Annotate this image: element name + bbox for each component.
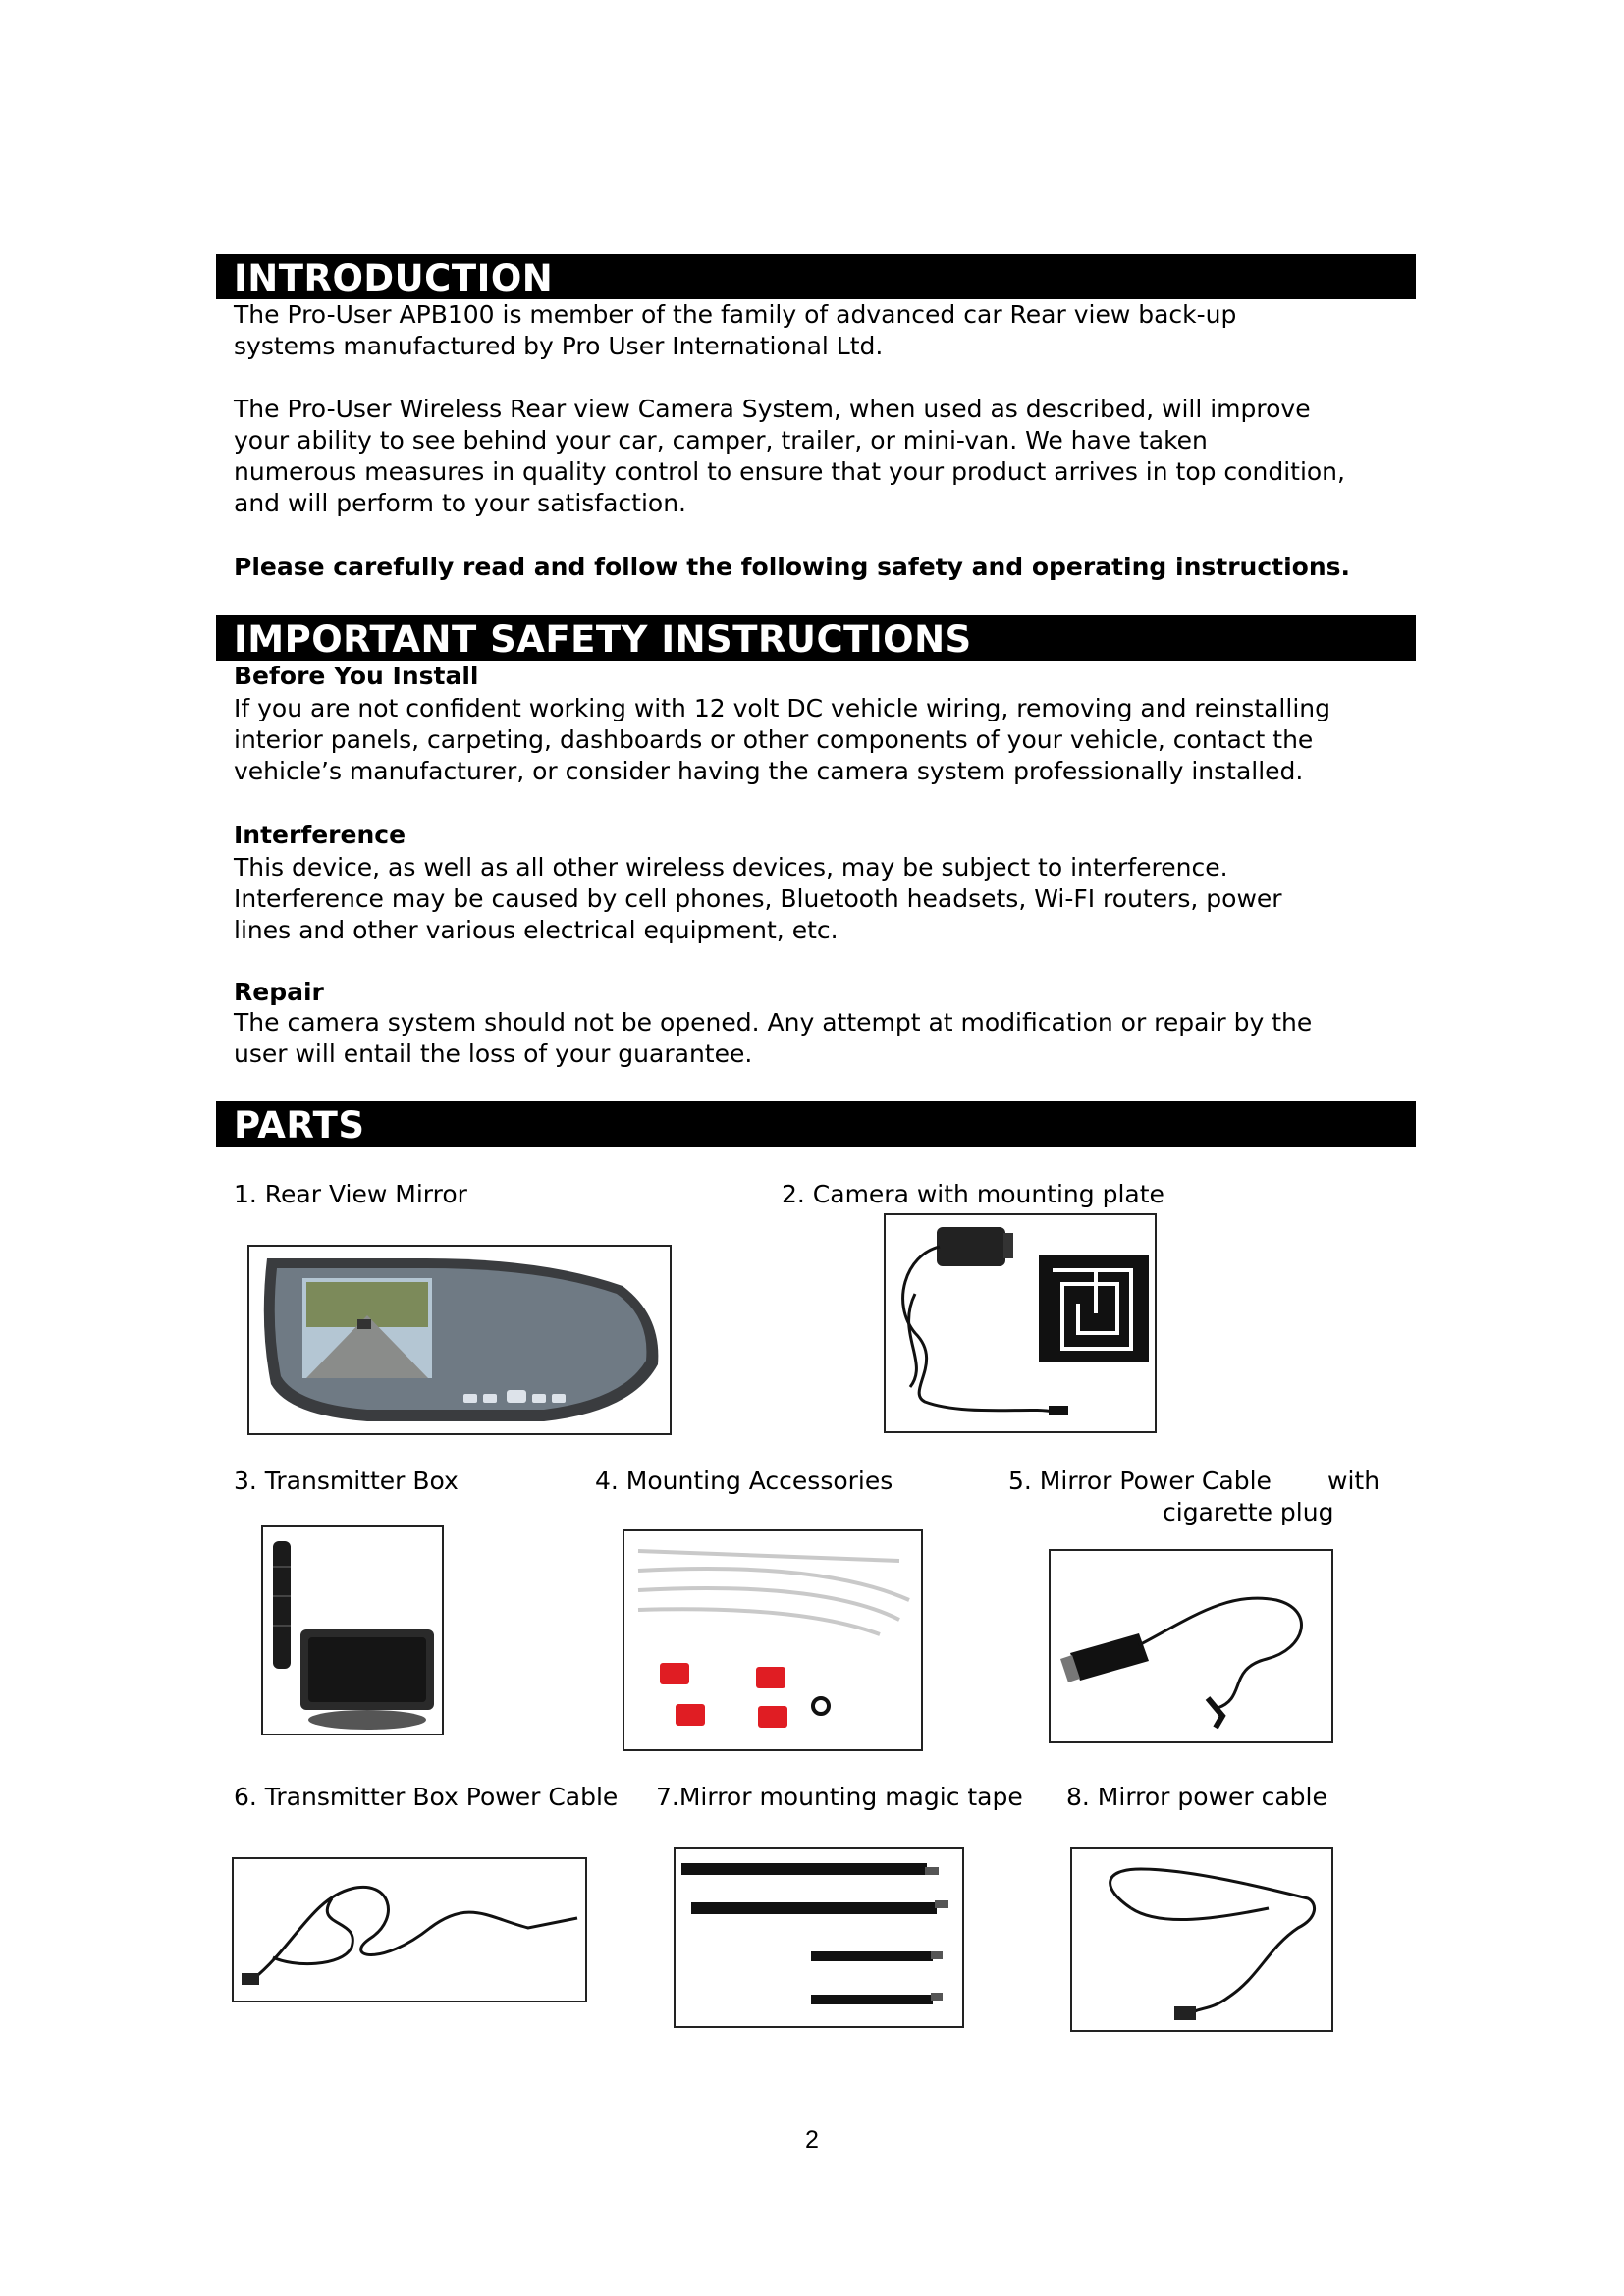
part-5-label: 5. Mirror Power Cable [1008, 1467, 1272, 1495]
transmitter-box-image [261, 1525, 444, 1735]
rear-view-mirror-image [247, 1245, 672, 1435]
mounting-accessories-image [623, 1529, 923, 1751]
interference-text: This device, as well as all other wireless devices, may be subject to interference. Interference may be caused by cell phones, Bluetooth headsets, Wi-FI routers, power lines and other various electrical equipment, etc. [234, 853, 1282, 944]
parts-heading: PARTS [216, 1101, 1416, 1147]
intro-paragraph-1: The Pro-User APB100 is member of the family of advanced car Rear view back-up systems manufactured by Pro User International Ltd. [234, 300, 1237, 360]
before-you-install-title: Before You Install [234, 662, 479, 690]
part-4-label: 4. Mounting Accessories [595, 1467, 893, 1495]
mirror-power-cable-plug-image [1049, 1549, 1333, 1743]
part-1-label: 1. Rear View Mirror [234, 1180, 467, 1208]
camera-mounting-plate-image [884, 1213, 1157, 1433]
transmitter-box-power-cable-image [232, 1857, 587, 2002]
repair-text: The camera system should not be opened. Any attempt at modification or repair by the user will entail the loss of your guarantee. [234, 1008, 1313, 1068]
intro-notice: Please carefully read and follow the following safety and operating instructions. [234, 553, 1351, 581]
introduction-heading: INTRODUCTION [216, 254, 1416, 299]
page-number: 2 [805, 2126, 819, 2154]
mirror-power-cable-image [1070, 1847, 1333, 2032]
before-you-install-text: If you are not confident working with 12 volt DC vehicle wiring, removing and reinstalling interior panels, carpeting, dashboards or other components of your vehicle, contact the vehicle’s manufacturer, or consider having the camera system professionally installed. [234, 694, 1330, 785]
magic-tape-image [674, 1847, 964, 2028]
part-5-label-plug: cigarette plug [1163, 1498, 1334, 1526]
part-3-label: 3. Transmitter Box [234, 1467, 459, 1495]
part-5-label-with: with [1327, 1467, 1380, 1495]
intro-paragraph-2: The Pro-User Wireless Rear view Camera System, when used as described, will improve your ability to see behind your car, camper, trailer, or mini-van. We have taken numerous measures in quality control to ensure that your product arrives in top condition, and will perform to your satisfaction. [234, 395, 1345, 517]
part-8-label: 8. Mirror power cable [1066, 1783, 1327, 1811]
safety-heading: IMPORTANT SAFETY INSTRUCTIONS [216, 615, 1416, 661]
part-7-label: 7.Mirror mounting magic tape [656, 1783, 1023, 1811]
interference-title: Interference [234, 821, 406, 849]
part-6-label: 6. Transmitter Box Power Cable [234, 1783, 619, 1811]
repair-title: Repair [234, 978, 324, 1006]
part-2-label: 2. Camera with mounting plate [782, 1180, 1164, 1208]
